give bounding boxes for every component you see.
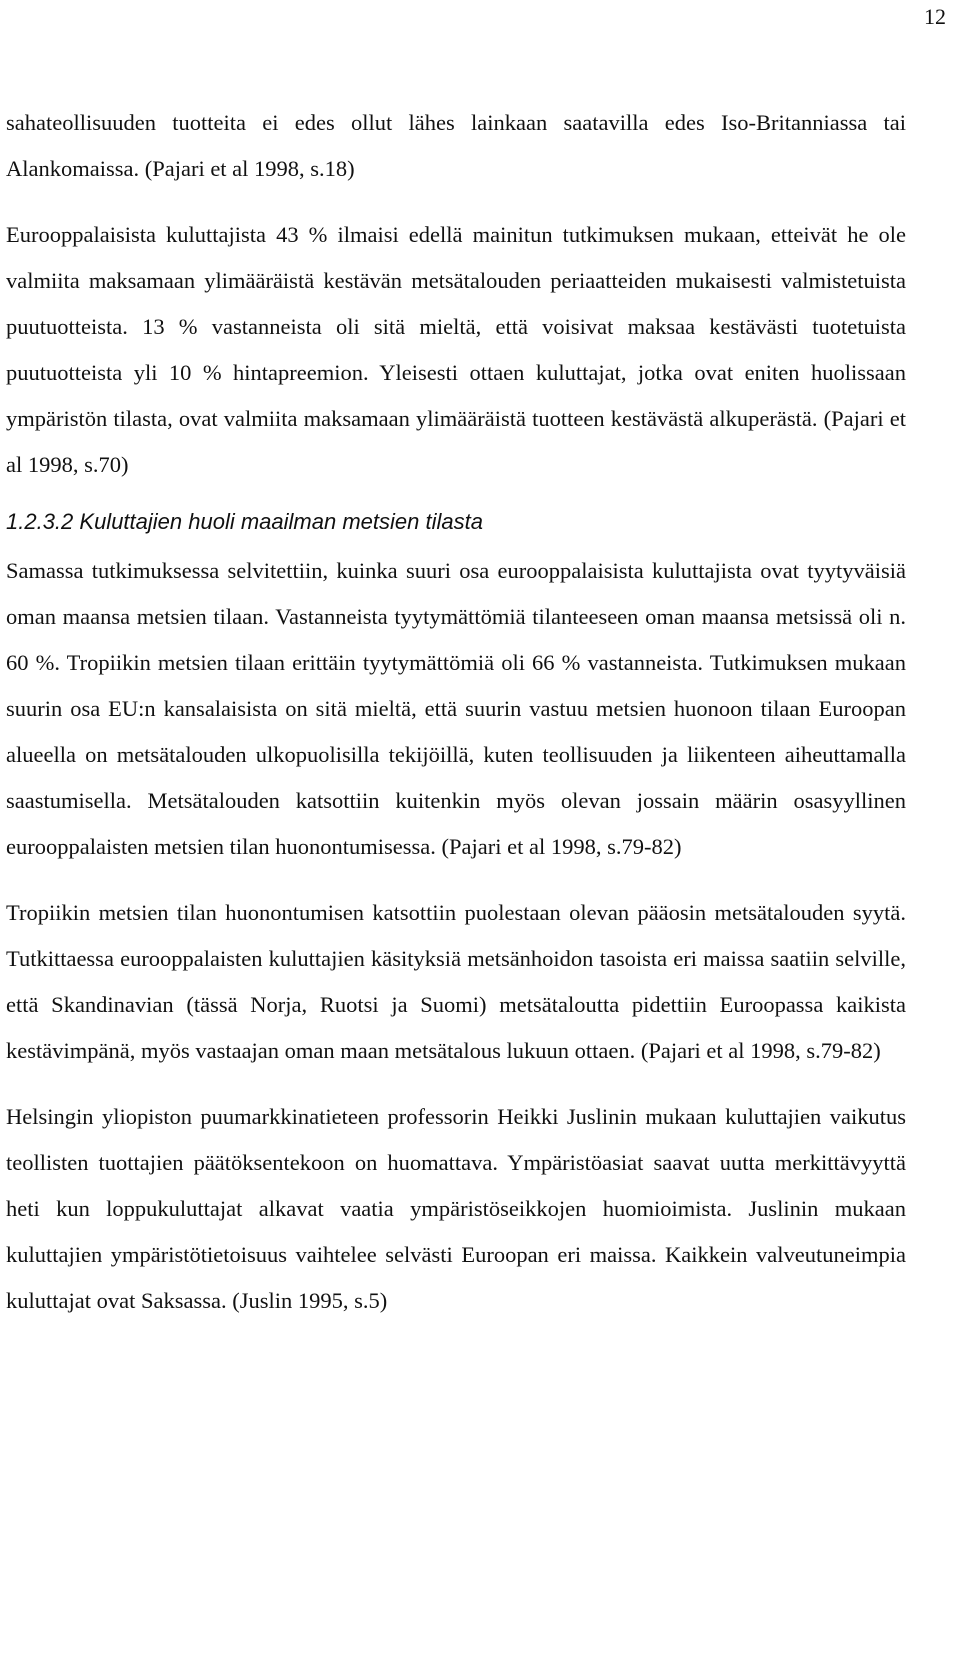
page-number: 12 <box>924 4 946 29</box>
paragraph-forest-satisfaction: Samassa tutkimuksessa selvitettiin, kuinka suuri osa eurooppalaisista kuluttajista ovat tyytyväisiä oman maansa metsien tilaan. Vastanneista tyytymättömiä tilanteeseen oman maansa metsissä oli n. 60 %. Tropiikin metsien tilaan erittäin tyytymättömiä oli 66 % vastanneista. Tutkimuksen mukaan suurin osa EU:n kansalaisista on sitä mieltä, että suurin vastuu metsien huonoon tilaan Euroopan alueella on metsätalouden ulkopuolisilla tekijöillä, kuten teollisuuden ja liikenteen aiheuttamalla saastumisella. Metsätalouden katsottiin kuitenkin myös olevan jossain määrin osasyyllinen eurooppalaisten metsien tilan huonontumisessa. (Pajari et al 1998, s.79-82) <box>6 558 906 859</box>
paragraph-tropical-forests: Tropiikin metsien tilan huonontumisen katsottiin puolestaan olevan pääosin metsätalouden syytä. Tutkittaessa eurooppalaisten kuluttajien käsityksiä metsänhoidon tasoista eri maissa saatiin selville, että Skandinavian (tässä Norja, Ruotsi ja Suomi) metsätaloutta pidettiin Euroopassa kaikista kestävimpänä, myös vastaajan oman maan metsätalous lukuun ottaen. (Pajari et al 1998, s.79-82) <box>6 900 906 1063</box>
paragraph-consumer-willingness: Eurooppalaisista kuluttajista 43 % ilmaisi edellä mainitun tutkimuksen mukaan, etteivät he ole valmiita maksamaan ylimääräistä kestävän metsätalouden periaatteiden mukaisesti valmistetuista puutuotteista. 13 % vastanneista oli sitä mieltä, että voisivat maksaa kestävästi tuotetuista puutuotteista yli 10 % hintapreemion. Yleisesti ottaen kuluttajat, jotka ovat eniten huolissaan ympäristön tilasta, ovat valmiita maksamaan ylimääräistä tuotteen kestävästä alkuperästä. (Pajari et al 1998, s.70) <box>6 222 906 477</box>
paragraph-continuation: sahateollisuuden tuotteita ei edes ollut lähes lainkaan saatavilla edes Iso-Britanniassa tai Alankomaissa. (Pajari et al 1998, s.18) <box>6 110 906 181</box>
document-body <box>6 100 906 1324</box>
section-heading: 1.2.3.2 Kuluttajien huoli maailman metsien tilasta <box>6 509 483 534</box>
paragraph-juslin: Helsingin yliopiston puumarkkinatieteen professorin Heikki Juslinin mukaan kuluttajien vaikutus teollisten tuottajien päätöksentekoon on huomattava. Ympäristöasiat saavat uutta merkittävyyttä heti kun loppukuluttajat alkavat vaatia ympäristöseikkojen huomioimista. Juslinin mukaan kuluttajien ympäristötietoisuus vaihtelee selvästi Euroopan eri maissa. Kaikkein valveutuneimpia kuluttajat ovat Saksassa. (Juslin 1995, s.5) <box>6 1104 906 1313</box>
